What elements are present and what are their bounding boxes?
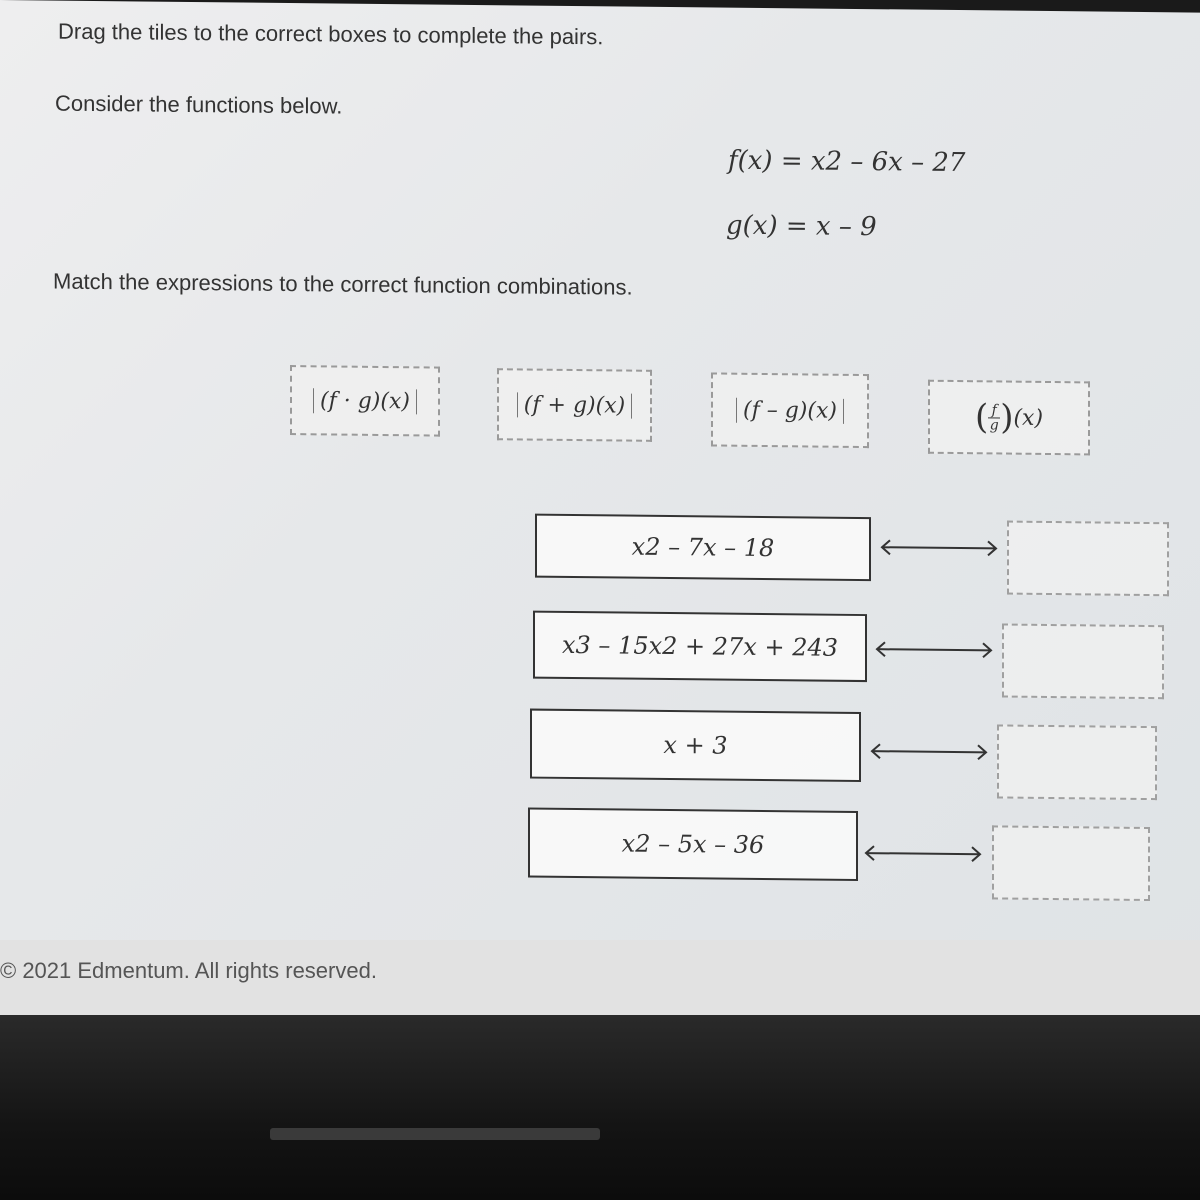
expression-box bbox=[530, 709, 861, 782]
drop-target[interactable] bbox=[1002, 623, 1164, 699]
expression-text: x3 – 15x2 + 27x + 243 bbox=[561, 630, 839, 662]
expression-text: x2 – 5x – 36 bbox=[621, 829, 765, 860]
tile-label: (f + g)(x) bbox=[517, 392, 632, 418]
function-f: f(x) = x2 – 6x – 27 bbox=[728, 145, 966, 179]
double-arrow-icon bbox=[873, 639, 995, 660]
double-arrow-icon bbox=[862, 843, 984, 864]
bezel-highlight bbox=[270, 1128, 600, 1140]
close-paren: ) bbox=[1000, 397, 1014, 438]
double-arrow-icon bbox=[868, 741, 990, 762]
double-arrow-icon bbox=[878, 537, 1000, 558]
expression-box bbox=[528, 808, 858, 881]
expression-text: x + 3 bbox=[663, 730, 728, 760]
fraction-denominator: g bbox=[989, 416, 999, 433]
expression-box bbox=[533, 611, 867, 682]
tile-label: (f – g)(x) bbox=[736, 397, 844, 423]
tile-f-plus-g[interactable] bbox=[497, 368, 652, 442]
tile-f-over-g[interactable] bbox=[928, 380, 1090, 456]
tile-f-times-g[interactable] bbox=[290, 365, 440, 437]
expression-text: x2 – 7x – 18 bbox=[631, 532, 775, 563]
drop-target[interactable] bbox=[1007, 521, 1169, 597]
tile-f-minus-g[interactable] bbox=[711, 372, 869, 448]
open-paren: ( bbox=[974, 397, 989, 438]
expression-box bbox=[535, 514, 871, 582]
monitor-bezel bbox=[0, 1015, 1200, 1200]
function-g: g(x) = x – 9 bbox=[726, 210, 877, 243]
copyright-text: © 2021 Edmentum. All rights reserved. bbox=[0, 958, 377, 983]
tile-suffix: (x) bbox=[1013, 405, 1044, 431]
fraction-numerator: f bbox=[991, 401, 997, 418]
match-instruction: Match the expressions to the correct function combinations. bbox=[53, 268, 633, 300]
footer bbox=[0, 940, 1200, 1015]
drop-target[interactable] bbox=[992, 825, 1150, 901]
instruction-text: Drag the tiles to the correct boxes to complete the pairs. bbox=[58, 18, 604, 50]
drop-target[interactable] bbox=[997, 724, 1157, 800]
tile-label: (f · g)(x) bbox=[313, 388, 417, 414]
fraction bbox=[988, 403, 1000, 432]
consider-text: Consider the functions below. bbox=[55, 90, 343, 119]
